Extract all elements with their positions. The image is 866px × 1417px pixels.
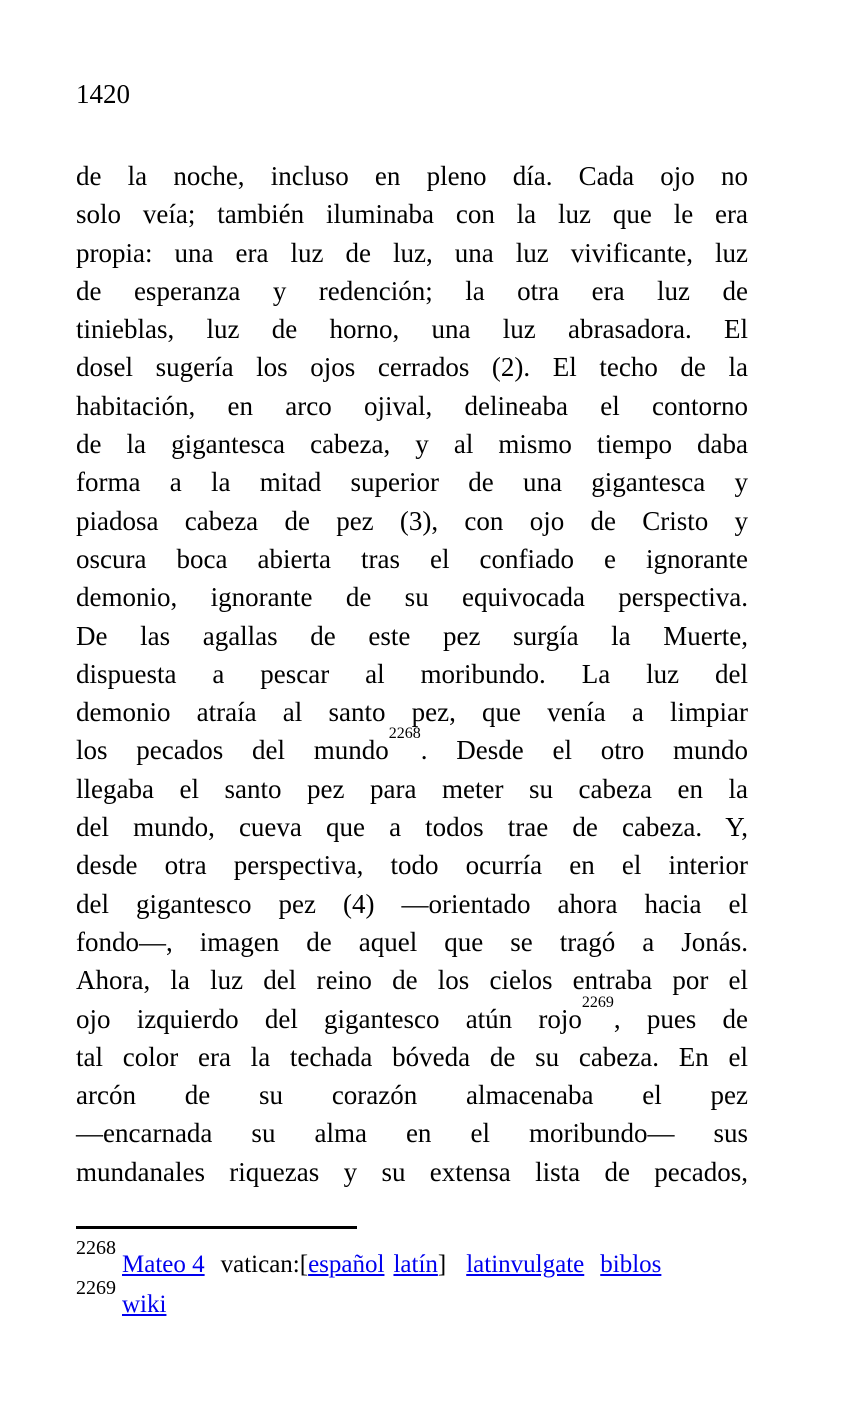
text-line: demonio, ignorante de su equivocada perspectiva. xyxy=(76,582,748,613)
text-segment: ojo izquierdo del gigantesco atún rojo xyxy=(76,1003,582,1034)
link-latinvulgate[interactable]: latinvulgate xyxy=(466,1251,585,1278)
footnote-2269 xyxy=(76,1276,748,1325)
text-line: de la noche, incluso en pleno día. Cada ojo no xyxy=(76,161,748,191)
text-line: del mundo, cueva que a todos trae de cabeza. Y, xyxy=(76,812,748,843)
text-line: piadosa cabeza de pez (3), con ojo de Cristo y xyxy=(76,505,748,536)
footnote-2268 xyxy=(76,1236,748,1285)
footnote-ref-2269[interactable]: 2269 xyxy=(581,993,614,1011)
text-line: —encarnada su alma en el moribundo— sus xyxy=(76,1118,748,1149)
text-line: del gigantesco pez (4) —orientado ahora hacia el xyxy=(76,888,748,919)
text-line: arcón de su corazón almacenaba el pez xyxy=(76,1080,748,1111)
text-line: dosel sugería los ojos cerrados (2). El techo de la xyxy=(76,352,748,383)
vatican-label: vatican:[ xyxy=(220,1251,309,1278)
text-line: habitación, en arco ojival, delineaba el contorno xyxy=(76,390,748,421)
text-line: mundanales riquezas y su extensa lista de pecados, xyxy=(76,1156,748,1187)
bracket-close: ] xyxy=(437,1251,447,1278)
text-line: dispuesta a pescar al moribundo. La luz del xyxy=(76,658,748,689)
link-wiki[interactable]: wiki xyxy=(122,1291,167,1318)
footnote-marker-2268: 2268 xyxy=(76,1236,116,1259)
text-line xyxy=(76,993,748,1038)
link-latin[interactable]: latín xyxy=(393,1251,438,1278)
text-segment: . Desde el otro mundo xyxy=(420,735,748,766)
text-line: de esperanza y redención; la otra era luz de xyxy=(76,275,748,306)
text-line: solo veía; también iluminaba con la luz que le era xyxy=(76,199,748,230)
text-line: tinieblas, luz de horno, una luz abrasadora. El xyxy=(76,314,748,345)
footnotes-section xyxy=(76,1226,748,1325)
text-line: llegaba el santo pez para meter su cabeza en la xyxy=(76,773,748,804)
text-segment: , pues de xyxy=(613,1003,748,1034)
footnote-separator xyxy=(76,1226,357,1229)
text-line: de la gigantesca cabeza, y al mismo tiempo daba xyxy=(76,429,748,460)
text-line: demonio atraía al santo pez, que venía a limpiar xyxy=(76,697,748,728)
text-line xyxy=(76,725,748,769)
text-line: oscura boca abierta tras el confiado e ignorante xyxy=(76,543,748,574)
footnote-ref-2268[interactable]: 2268 xyxy=(388,725,421,743)
text-line: fondo—, imagen de aquel que se tragó a Jonás. xyxy=(76,926,748,957)
text-line: tal color era la techada bóveda de su cabeza. En el xyxy=(76,1041,748,1072)
text-segment: los pecados del mundo xyxy=(76,735,389,766)
footnote-marker-2269: 2269 xyxy=(76,1276,116,1299)
link-mateo-4[interactable]: Mateo 4 xyxy=(122,1251,205,1278)
text-line: desde otra perspectiva, todo ocurría en el interior xyxy=(76,850,748,881)
page-number: 1420 xyxy=(76,79,130,109)
link-biblos[interactable]: biblos xyxy=(600,1251,662,1278)
text-line: Ahora, la luz del reino de los cielos entraba por el xyxy=(76,965,748,996)
text-line: forma a la mitad superior de una gigantesca y xyxy=(76,467,748,498)
link-espanol[interactable]: español xyxy=(308,1251,385,1278)
body-text xyxy=(76,157,748,1191)
text-line: propia: una era luz de luz, una luz vivificante, luz xyxy=(76,237,748,268)
text-line: De las agallas de este pez surgía la Muerte, xyxy=(76,620,748,651)
